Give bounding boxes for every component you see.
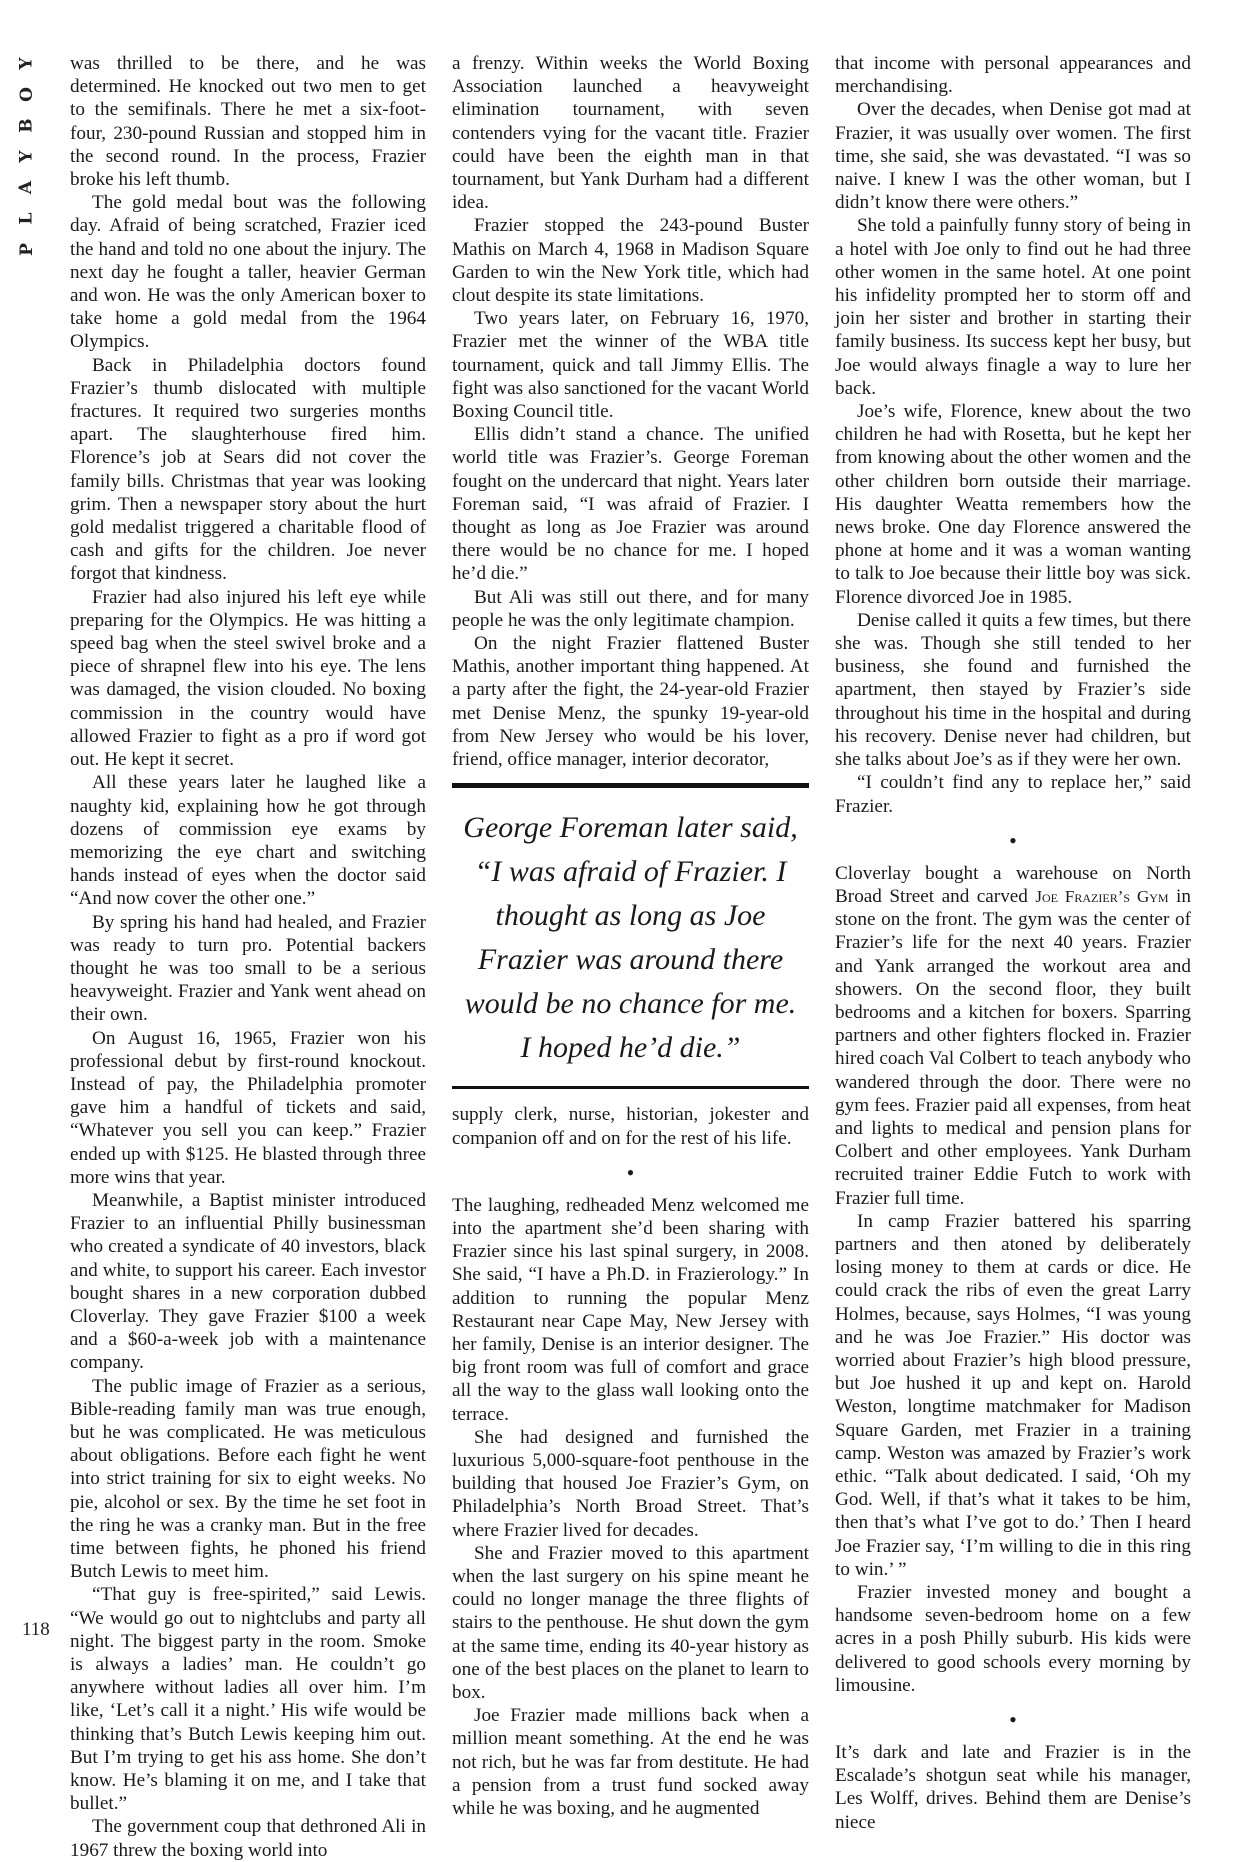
masthead-letter: A [16, 180, 37, 195]
paragraph: Joe’s wife, Florence, knew about the two children he had with Rosetta, but he kept her from knowing about the other women and the other children born outside their marriage. His daughter Weatta remembers how the news broke. One day Florence answered the phone at home and it was a woman wanting to talk to Joe because their little boy was sick. Florence divorced Joe in 1985. [835, 401, 1191, 608]
paragraph: Over the decades, when Denise got mad at Frazier, it was usually over women. The first time, she said, she was devastated. “I was so naive. I knew I was the other woman, but I didn’t know there were others.” [835, 99, 1191, 214]
section-break-bullet: • [1009, 1707, 1017, 1733]
paragraph: Two years later, on February 16, 1970, Frazier met the winner of the WBA title tournament, quick and tall Jimmy Ellis. The fight was also sanctioned for the vacant World Boxing Council title. [452, 308, 809, 423]
article-column-3 [835, 52, 1191, 1834]
masthead-letter: Y [16, 57, 37, 70]
paragraph: She told a painfully funny story of being in a hotel with Joe only to find out he had three other women in the same hotel. At one point his infidelity prompted her to storm off and join her sister and brother in starting their family business. Its success kept her busy, but Joe would always finagle a way to lure her back. [835, 215, 1191, 399]
paragraph: a frenzy. Within weeks the World Boxing Association launched a heavyweight elimination tournament, with seven contenders vying for the vacant title. Frazier could have been the eighth man in that tournament, but Yank Durham had a different idea. [452, 53, 809, 214]
paragraph: Frazier stopped the 243-pound Buster Mathis on March 4, 1968 in Madison Square Garden to win the New York title, which had clout despite its state limitations. [452, 215, 809, 307]
article-column-1 [70, 52, 426, 1862]
paragraph: “I couldn’t find any to replace her,” said Frazier. [835, 772, 1191, 817]
paragraph: The laughing, redheaded Menz welcomed me into the apartment she’d been sharing with Frazier since his last spinal surgery, in 2008. She said, “I have a Ph.D. in Frazierology.” In addition to running the popular Menz Restaurant near Cape May, New Jersey with her family, Denise is an interior designer. The big front room was full of comfort and grace all the way to the glass wall looking onto the terrace. [452, 1194, 809, 1425]
masthead-letter: Y [16, 150, 37, 163]
section-break-bullet: • [1009, 827, 1017, 853]
paragraph: She and Frazier moved to this apartment when the last surgery on his spine meant he could no longer manage the three flights of stairs to the penthouse. He shut down the gym at the same time, ending its 40-year history as one of the best places on the planet to learn to box. [452, 1542, 809, 1703]
paragraph: that income with personal appearances and merchandising. [835, 53, 1191, 98]
masthead [12, 48, 42, 265]
paragraph: Meanwhile, a Baptist minister introduced Frazier to an influential Philly businessman who created a syndicate of 40 investors, black and white, to support his career. Each investor bought shares in a new corporation dubbed Cloverlay. They gave Frazier $100 a week and a $60-a-week job with a maintenance company. [70, 1189, 426, 1374]
paragraph: Back in Philadelphia doctors found Frazier’s thumb dislocated with multiple fractures. It required two surgeries months apart. The slaughterhouse fired him. Florence’s job at Sears did not cover the family bills. Christmas that year was looking grim. Then a newspaper story about the hurt gold medalist triggered a charitable flood of cash and gifts for the children. Joe never forgot that kindness. [70, 354, 426, 585]
paragraph: By spring his hand had healed, and Frazier was ready to turn pro. Potential backers thought he was too small to be a serious heavyweight. Frazier and Yank went ahead on their own. [70, 911, 426, 1026]
paragraph: Denise called it quits a few times, but there she was. Though she still tended to her business, she found and furnished the apartment, then stayed by Frazier’s side throughout his time in the hospital and during his recovery. Denise never had children, but she talks about Joe’s as if they were her own. [835, 609, 1191, 771]
paragraph: On August 16, 1965, Frazier won his professional debut by first-round knockout. Instead of pay, the Philadelphia promoter gave him a handful of tickets and said, “Whatever you sell you can keep.” Frazier ended up with $125. He blasted through three more wins that year. [70, 1027, 426, 1188]
masthead-letter: O [16, 87, 37, 102]
paragraph: was thrilled to be there, and he was determined. He knocked out two men to get to the semifinals. There he met a six-foot-four, 230-pound Russian and stopped him in the second round. In the process, Frazier broke his left thumb. [70, 53, 426, 191]
paragraph: All these years later he laughed like a naughty kid, explaining how he got through dozens of commission eye exams by memorizing the eye chart and switching hands instead of eyes when the doctor said “And now cover the other one.” [70, 772, 426, 910]
text-run: Cloverlay bought a warehouse on North Broad Street and carved [835, 862, 1191, 907]
paragraph: Joe Frazier made millions back when a million meant something. At the end he was not rich, but he was far from destitute. He had a pension from a trust fund socked away while he was boxing, and he augmented [452, 1705, 809, 1819]
section-break-bullet: • [626, 1159, 635, 1185]
paragraph: She had designed and furnished the luxurious 5,000-square-foot penthouse in the building that housed Joe Frazier’s Gym, on Philadelphia’s North Broad Street. That’s where Frazier lived for decades. [452, 1426, 809, 1541]
article-column-2 [452, 52, 809, 1820]
paragraph: supply clerk, nurse, historian, jokester and companion off and on for the rest of his life. [452, 1104, 809, 1149]
page-number: 118 [22, 1619, 50, 1640]
masthead-letter: P [16, 243, 37, 256]
paragraph: Frazier invested money and bought a handsome seven-bedroom home on a few acres in a posh Philly suburb. His kids were delivered to good schools every morning by limousine. [835, 1582, 1191, 1696]
paragraph: It’s dark and late and Frazier is in the Escalade’s shotgun seat while his manager, Les Wolff, drives. Behind them are Denise’s niece [835, 1742, 1191, 1833]
masthead-letter: B [16, 118, 37, 133]
paragraph: The gold medal bout was the following day. Afraid of being scratched, Frazier iced the hand and told no one about the injury. The next day he fought a taller, heavier German and won. He was the only American boxer to take home a gold medal from the 1964 Olympics. [70, 192, 426, 353]
text-run: in stone on the front. The gym was the center of Frazier’s life for the next 40 years. Frazier and Yank arranged the workout area and showers. On the second floor, they built bedrooms and a kitchen for boxers. Sparring partners and other fighters flocked in. Frazier hired coach Val Colbert to teach anybody who wandered through the door. There were no gym fees. Frazier paid all expenses, from heat and lights to medical and pension plans for Colbert and other employees. Yank Durham recruited trainer Eddie Futch to work with Frazier full time. [835, 885, 1191, 1209]
masthead-letter: L [16, 212, 37, 225]
paragraph [835, 862, 1191, 1210]
gym-name-small-caps: Joe Frazier’s Gym [1035, 886, 1169, 906]
paragraph: Ellis didn’t stand a chance. The unified world title was Frazier’s. George Foreman fought on the undercard that night. Years later Foreman said, “I was afraid of Frazier. I thought as long as Joe Frazier was around there would be no chance for me. I hoped he’d die.” [452, 424, 809, 585]
paragraph: The public image of Frazier as a serious, Bible-reading family man was true enough, but he was complicated. He was meticulous about obligations. Before each fight he went into strict training for six to eight weeks. No pie, alcohol or sex. By the time he set foot in the ring he was a cranky man. But in the free time between fights, he phoned his friend Butch Lewis to meet him. [70, 1375, 426, 1583]
paragraph: The government coup that dethroned Ali in 1967 threw the boxing world into [70, 1816, 426, 1861]
paragraph: But Ali was still out there, and for many people he was the only legitimate champion. [452, 586, 809, 631]
paragraph: On the night Frazier flattened Buster Mathis, another important thing happened. At a party after the fight, the 24-year-old Frazier met Denise Menz, the spunky 19-year-old from New Jersey who would be his lover, friend, office manager, interior decorator, [452, 633, 809, 771]
paragraph: “That guy is free-spirited,” said Lewis. “We would go out to nightclubs and party all night. The biggest party in the room. Smoke is always a ladies’ man. He couldn’t go anywhere without ladies all over him. I’m like, ‘Let’s call it a night.’ His wife would be thinking that’s Butch Lewis keeping him out. But I’m trying to get his ass home. She don’t know. He’s blaming it on me, and I take that bullet.” [70, 1584, 426, 1815]
paragraph: Frazier had also injured his left eye while preparing for the Olympics. He was hitting a speed bag when the steel swivel broke and a piece of shrapnel flew into his eye. The lens was damaged, the vision clouded. No boxing commission in the country would have allowed Frazier to fight as a pro if word got out. He kept it secret. [70, 586, 426, 771]
pull-quote: George Foreman later said, “I was afraid of Frazier. I thought as long as Joe Frazier was around there would be no chance for me. I hoped he’d die.” [452, 783, 809, 1089]
paragraph: In camp Frazier battered his sparring partners and then atoned by deliberately losing money to them at cards or dice. He could crack the ribs of even the great Larry Holmes, because, says Holmes, “I was young and he was Joe Frazier.” His doctor was worried about Frazier’s high blood pressure, but Joe hushed it up and kept on. Harold Weston, longtime matchmaker for Madison Square Garden, met Frazier in a training camp. Weston was amazed by Frazier’s work ethic. “Talk about dedicated. I said, ‘Oh my God. Well, if that’s what it takes to be him, then that’s what I’ve got to do.’ Then I heard Joe Frazier say, ‘I’m willing to die in this ring to win.’ ” [835, 1210, 1191, 1580]
